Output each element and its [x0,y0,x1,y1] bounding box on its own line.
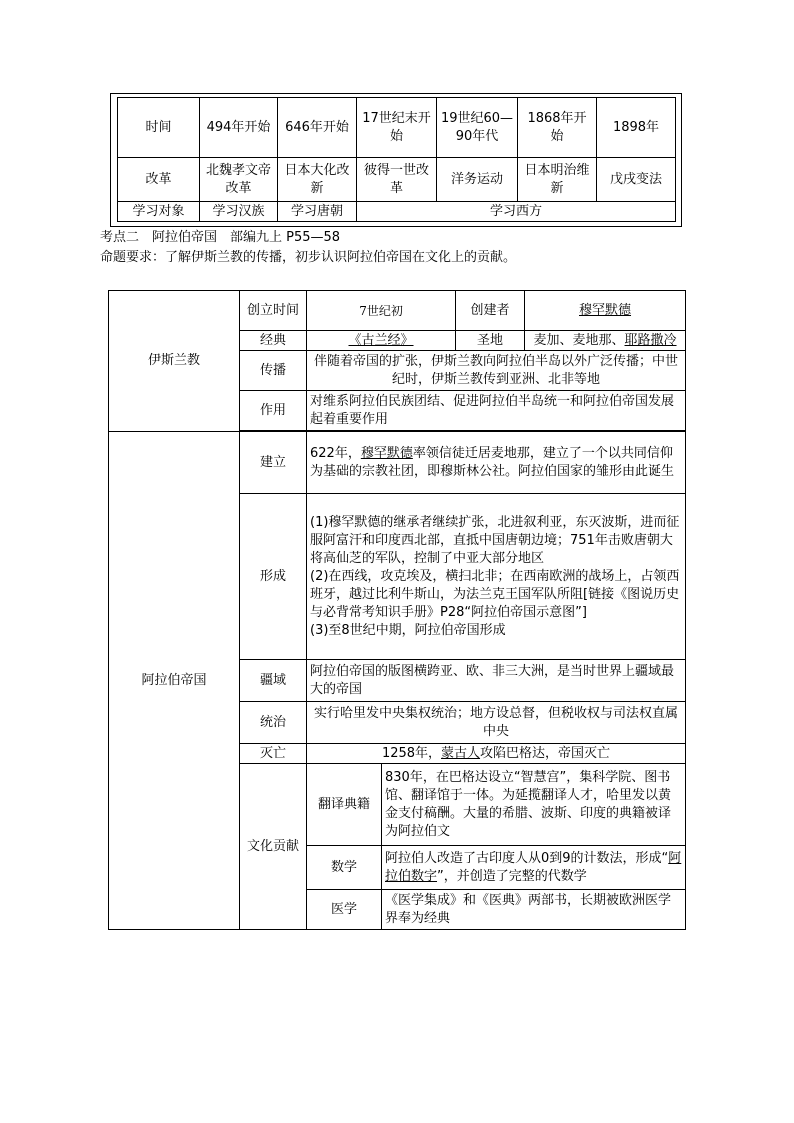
formation-point-2: (2)在西线，攻克埃及，横扫北非；在西南欧洲的战场上，占领西班牙，越过比利牛斯山，为法兰克王国军队所阻[链接《图说历史与必背常考知识手册》P28“阿拉伯帝国示意图”] [310,568,680,620]
table-row [118,98,676,158]
spread-value: 伴随着帝国的扩张，伊斯兰教向阿拉伯半岛以外广泛传播；中世纪时，伊斯兰教传到亚洲、北非等地 [307,351,686,391]
medicine-label: 医学 [307,890,382,930]
formation-point-1: (1)穆罕默德的继承者继续扩张，北进叙利亚，东灭波斯，进而征服阿富汗和印度西北部，直抵中国唐朝边境；751年击败唐朝大将高仙芝的军队，控制了中亚大部分地区 [310,514,680,566]
table-cell: 改革 [118,158,200,202]
requirement-text: 命题要求：了解伊斯兰教的传播，初步认识阿拉伯帝国在文化上的贡献。 [100,250,517,265]
table-cell: 时间 [118,98,200,158]
medicine-value: 《医学集成》和《医典》两部书，长期被欧洲医学界奉为经典 [382,890,686,930]
translation-label: 翻译典籍 [307,764,382,846]
formation-value [307,494,686,660]
fall-text-2: 攻陷巴格达，帝国灭亡 [480,745,611,761]
table-cell: 学习汉族 [200,202,278,222]
founder-label: 创建者 [456,291,525,331]
table-row [118,202,676,222]
formation-point-3: (3)至8世纪中期，阿拉伯帝国形成 [310,622,506,638]
table-cell: 洋务运动 [437,158,518,202]
holy-label: 圣地 [456,331,525,351]
table-cell: 彼得一世改革 [357,158,437,202]
spread-label: 传播 [240,351,307,391]
islam-title: 伊斯兰教 [109,291,240,432]
classic-label: 经典 [240,331,307,351]
fall-label: 灭亡 [240,744,307,764]
founder-value: 穆罕默德 [525,291,686,331]
math-value [382,846,686,890]
holy-value [525,331,686,351]
table-cell: 戊戌变法 [597,158,676,202]
establish-text-1: 622年， [310,445,361,461]
table-row [109,291,686,331]
fall-text-1: 1258年， [381,745,442,761]
reform-comparison-table [117,97,676,222]
math-text-2: ”，并创造了完整的代数学 [437,868,587,884]
founded-value: 7世纪初 [307,291,456,331]
table-cell: 1868年开始 [518,98,597,158]
translation-value: 830年，在巴格达设立“智慧宫”，集科学院、图书馆、翻译馆于一体。为延揽翻译人才，哈里发以黄金支付稿酬。大量的希腊、波斯、印度的典籍被译为阿拉伯文 [382,764,686,846]
role-label: 作用 [240,391,307,431]
table-cell: 17世纪末开始 [357,98,437,158]
territory-value: 阿拉伯帝国的版图横跨亚、欧、非三大洲，是当时世界上疆域最大的帝国 [307,660,686,702]
culture-label: 文化贡献 [240,764,307,930]
establish-text-2: 率领信徒迁居麦地那，建立了一个以共同信仰为基础的宗教社团，即穆斯林公社。阿拉伯国家的雏形由此诞生 [310,445,675,479]
establish-text-underlined: 穆罕默德 [360,445,413,461]
territory-label: 疆域 [240,660,307,702]
holy-value-underlined: 耶路撒冷 [624,332,677,348]
table-cell: 学习西方 [357,202,676,222]
table-cell: 学习唐朝 [278,202,357,222]
table-cell: 北魏孝文帝改革 [200,158,278,202]
section-heading: 考点二 阿拉伯帝国 部编九上 P55—58 [100,230,341,245]
rule-label: 统治 [240,702,307,744]
table-cell: 日本明治维新 [518,158,597,202]
establish-value [307,432,686,494]
arab-empire-table [108,290,686,930]
empire-title: 阿拉伯帝国 [109,432,240,930]
holy-value-plain: 麦加、麦地那、 [533,332,625,348]
role-value: 对维系阿拉伯民族团结、促进阿拉伯半岛统一和阿拉伯帝国发展起着重要作用 [307,391,686,431]
math-label: 数学 [307,846,382,890]
rule-value: 实行哈里发中央集权统治；地方设总督，但税收权与司法权直属中央 [307,702,686,744]
table-cell: 646年开始 [278,98,357,158]
math-text-underlined: 阿拉伯数字 [385,850,682,884]
math-text-1: 阿拉伯人改造了古印度人从0到9的计数法，形成“ [385,850,669,866]
establish-label: 建立 [240,432,307,494]
formation-label: 形成 [240,494,307,660]
classic-value: 《古兰经》 [307,331,456,351]
table-row [109,432,686,494]
table-cell: 1898年 [597,98,676,158]
table-cell: 日本大化改新 [278,158,357,202]
founded-label: 创立时间 [240,291,307,331]
fall-text-underlined: 蒙古人 [441,745,481,761]
table-row [118,158,676,202]
table-cell: 494年开始 [200,98,278,158]
fall-value [307,744,686,764]
table-cell: 19世纪60—90年代 [437,98,518,158]
table-cell: 学习对象 [118,202,200,222]
